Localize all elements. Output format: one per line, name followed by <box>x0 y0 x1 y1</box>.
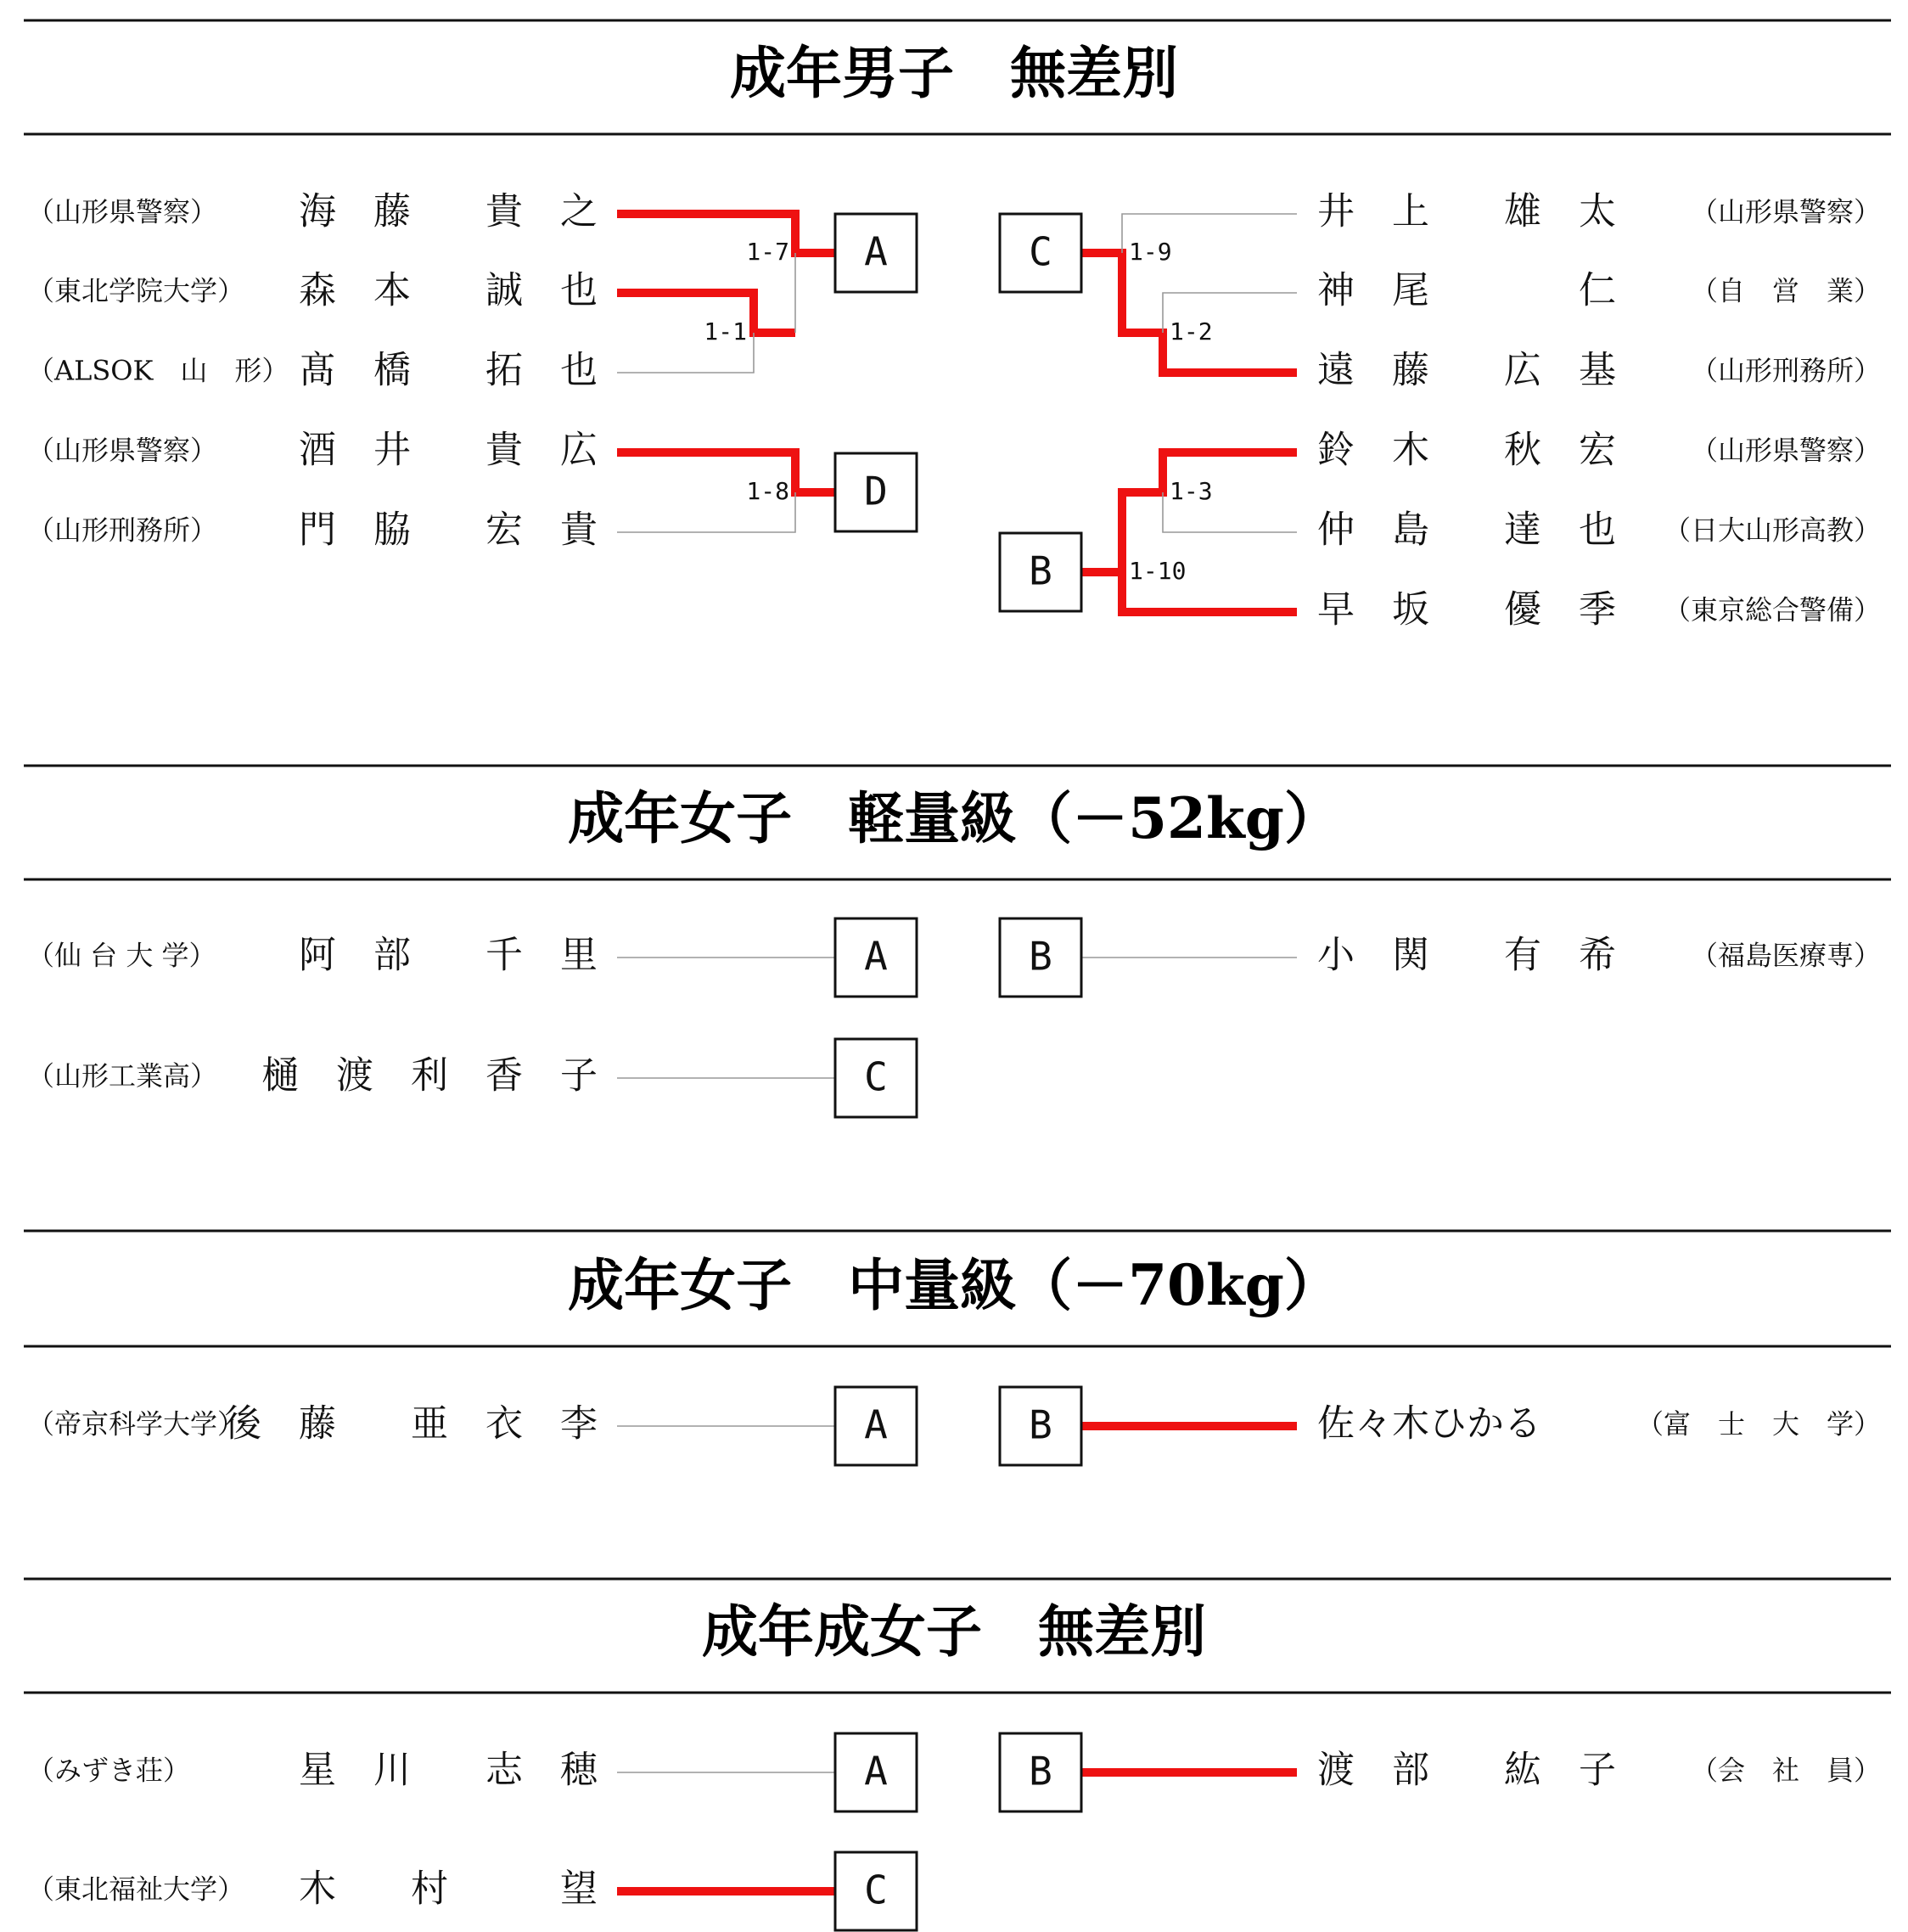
bracket-line <box>1122 452 1297 572</box>
bracket-box-label: A <box>864 228 888 275</box>
bracket-line <box>617 452 835 492</box>
player-name: 海 藤 貴 之 <box>299 189 598 233</box>
match-number: 1-7 <box>746 238 789 266</box>
player-affiliation: （東京総合警備） <box>1663 593 1881 626</box>
bracket-box-label: A <box>864 1401 888 1448</box>
bracket-box-label: B <box>1029 1401 1052 1448</box>
player-name: 森 本 誠 也 <box>299 268 598 312</box>
bracket-box-label: C <box>1029 228 1052 275</box>
player-name: 佐々木ひかる <box>1317 1401 1541 1446</box>
bracket-line <box>617 214 835 253</box>
section-title: 成年女子 中量級（－70kg） <box>568 1252 1340 1318</box>
player-affiliation: （山形県警察） <box>27 434 218 467</box>
match-number: 1-3 <box>1170 477 1213 505</box>
player-name: 小 関 有 希 <box>1317 933 1616 977</box>
section-title: 成年女子 軽量級（－52kg） <box>568 785 1340 851</box>
bracket-line <box>1081 572 1297 612</box>
player-name: 髙 橋 拓 也 <box>299 348 598 392</box>
bracket-box-label: B <box>1029 548 1052 594</box>
section-title: 成年男子 無差別 <box>730 40 1178 106</box>
bracket-box-label: B <box>1029 1748 1052 1794</box>
player-name: 星 川 志 穂 <box>299 1748 598 1792</box>
bracket-box-label: A <box>864 1748 888 1794</box>
match-number: 1-8 <box>746 477 789 505</box>
player-affiliation: （仙 台 大 学） <box>27 939 216 972</box>
match-number: 1-1 <box>704 317 747 345</box>
player-name: 神 尾 仁 <box>1317 268 1616 312</box>
player-affiliation: （みずき荘） <box>27 1754 191 1787</box>
player-affiliation: （山形県警察） <box>27 195 218 228</box>
player-affiliation: （山形刑務所） <box>27 514 218 547</box>
player-name: 阿 部 千 里 <box>299 933 598 977</box>
bracket-line <box>1081 253 1297 373</box>
player-name: 樋 渡 利 香 子 <box>261 1053 598 1098</box>
player-name: 木 村 望 <box>299 1867 598 1911</box>
player-affiliation: （東北福祉大学） <box>27 1873 245 1906</box>
player-affiliation: （山形県警察） <box>1690 434 1881 467</box>
player-name: 酒 井 貴 広 <box>299 428 598 472</box>
player-name: 仲 島 達 也 <box>1317 508 1616 552</box>
player-affiliation: （富 士 大 学） <box>1636 1407 1881 1441</box>
player-affiliation: （東北学院大学） <box>27 274 245 307</box>
bracket-box-label: C <box>864 1053 888 1100</box>
bracket-text <box>27 40 1881 1913</box>
player-affiliation: （山形工業高） <box>27 1059 218 1092</box>
player-name: 後 藤 亜 衣 李 <box>224 1401 598 1446</box>
player-affiliation: （山形刑務所） <box>1690 354 1881 387</box>
player-affiliation: （ALSOK 山 形） <box>27 354 289 387</box>
player-name: 遠 藤 広 基 <box>1317 348 1616 392</box>
match-number: 1-10 <box>1129 557 1187 585</box>
player-affiliation: （自 営 業） <box>1690 274 1881 307</box>
player-affiliation: （山形県警察） <box>1690 195 1881 228</box>
player-affiliation: （福島医療専） <box>1690 939 1881 972</box>
bracket-box-label: D <box>864 468 888 514</box>
player-affiliation: （帝京科学大学） <box>27 1407 245 1441</box>
player-name: 鈴 木 秋 宏 <box>1317 428 1616 472</box>
player-affiliation: （会 社 員） <box>1690 1754 1881 1787</box>
player-name: 早 坂 優 季 <box>1317 587 1616 632</box>
player-affiliation: （日大山形高教） <box>1663 514 1881 547</box>
match-number: 1-9 <box>1129 238 1172 266</box>
bracket-box-label: B <box>1029 933 1052 980</box>
player-name: 井 上 雄 太 <box>1317 189 1616 233</box>
player-name: 門 脇 宏 貴 <box>299 508 598 552</box>
bracket-box-label: C <box>864 1867 888 1913</box>
match-number: 1-2 <box>1170 317 1213 345</box>
bracket-box-label: A <box>864 933 888 980</box>
player-name: 渡 部 紘 子 <box>1317 1748 1616 1792</box>
section-title: 成年成女子 無差別 <box>702 1598 1206 1665</box>
